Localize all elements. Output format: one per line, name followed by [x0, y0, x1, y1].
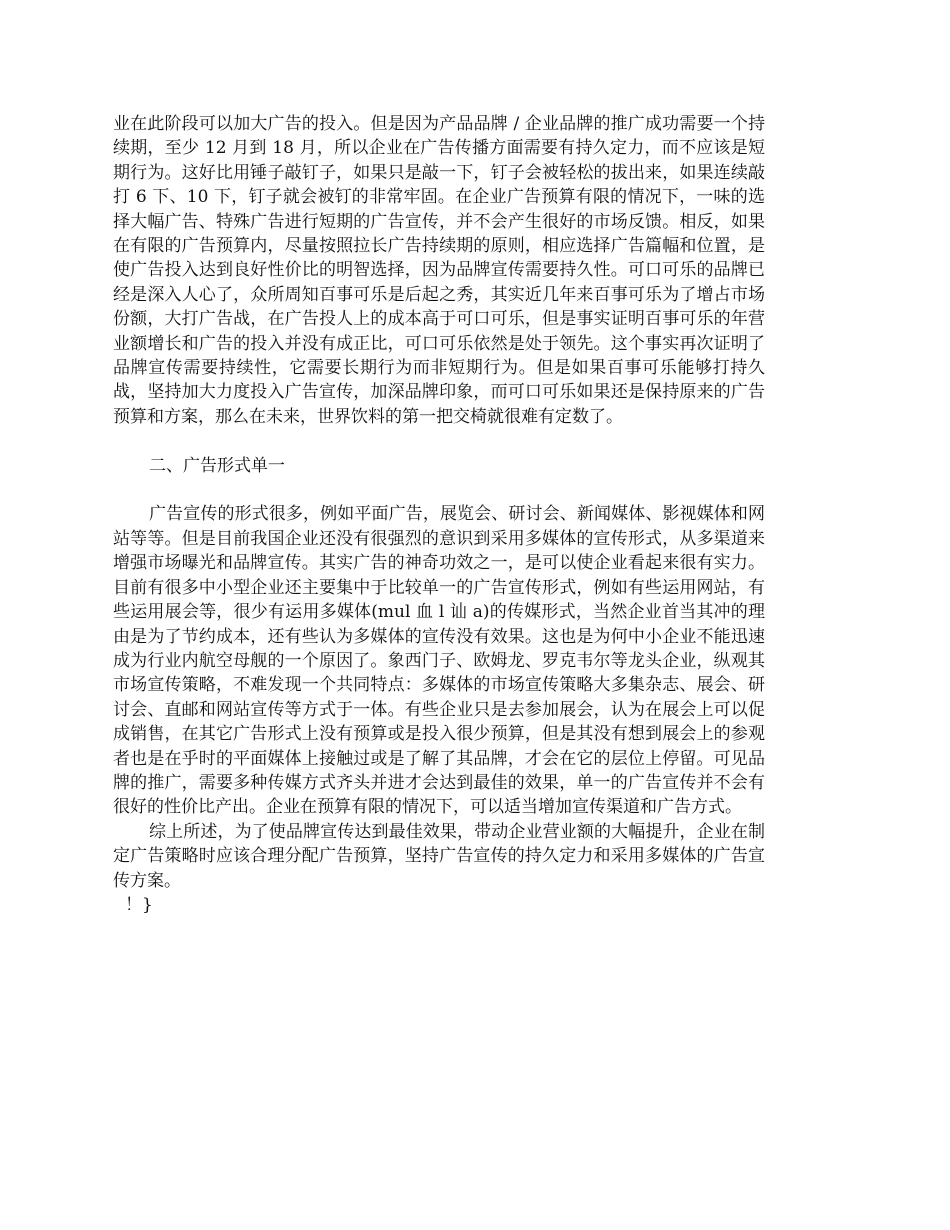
body-paragraph-2: 广告宣传的形式很多，例如平面广告，展览会、研讨会、新闻媒体、影视媒体和网站等等。但是目前我国企业还没有很强烈的意识到采用多媒体的宣传形式，从多渠道来增强市场曝光和品牌宣传。其实广告的神奇功效之一，是可以使企业看起来很有实力。目前有很多中小型企业还主要集中于比较单一的广告宣传形式，例如有些运用网站，有些运用展会等，很少有运用多媒体(mul 血 l 讪 a)的传媒形式，当然企业首当其冲的理由是为了节约成本，还有些认为多媒体的宣传没有效果。这也是为何中小企业不能迅速成为行业内航空母舰的一个原因了。象西门子、欧姆龙、罗克韦尔等龙头企业，纵观其市场宣传策略，不难发现一个共同特点：多媒体的市场宣传策略大多集杂志、展会、研讨会、直邮和网站宣传等方式于一体。有些企业只是去参加展会，认为在展会上可以促成销售，在其它广告形式上没有预算或是投入很少预算，但是其没有想到展会上的参观者也是在乎时的平面媒体上接触过或是了解了其品牌，才会在它的层位上停留。可见品牌的推广，需要多种传媒方式齐头并进才会达到最佳的效果，单一的广告宣传并不会有很好的性价比产出。企业在预算有限的情况下，可以适当增加宣传渠道和广告方式。 — [113, 504, 765, 818]
section-heading: 二、广告形式单一 — [149, 455, 285, 476]
document-page — [113, 112, 765, 917]
body-paragraph-1: 业在此阶段可以加大广告的投入。但是因为产品品牌 / 企业品牌的推广成功需要一个持续期，至少 12 月到 18 月，所以企业在广告传播方面需要有持久定力，而不应该是短期行为。这好比用锤子敲钉子，如果只是敲一下，钉子会被轻松的拔出来，如果连续敲打 6 下、10 下，钉子就会被钉的非常牢固。在企业广告预算有限的情况下，一味的选择大幅广告、特殊广告进行短期的广告宣传，并不会产生很好的市场反馈。相反，如果在有限的广告预算内，尽量按照拉长广告持续期的原则，相应选择广告篇幅和位置，是使广告投入达到良好性价比的明智选择，因为品牌宣传需要持久性。可口可乐的品牌已经是深入人心了，众所周知百事可乐是后起之秀，其实近几年来百事可乐为了增占市场份额，大打广告战，在广告投人上的成本高于可口可乐，但是事实证明百事可乐的年营业额增长和广告的投入并没有成正比，可口可乐依然是处于领先。这个事实再次证明了品牌宣传需要持续性，它需要长期行为而非短期行为。但是如果百事可乐能够打持久战，坚持加大力度投入广告宣传，加深品牌印象，而可口可乐如果还是保持原来的广告预算和方案，那么在未来，世界饮料的第一把交椅就很难有定数了。 — [113, 114, 765, 427]
trailing-mark: ！} — [125, 894, 153, 915]
body-paragraph-3: 综上所述，为了使品牌宣传达到最佳效果，带动企业营业额的大幅提升，企业在制定广告策略时应该合理分配广告预算，坚持广告宣传的持久定力和采用多媒体的广告宣传方案。 — [113, 821, 765, 891]
paragraph-spacer — [113, 429, 765, 453]
paragraph-spacer — [113, 478, 765, 502]
